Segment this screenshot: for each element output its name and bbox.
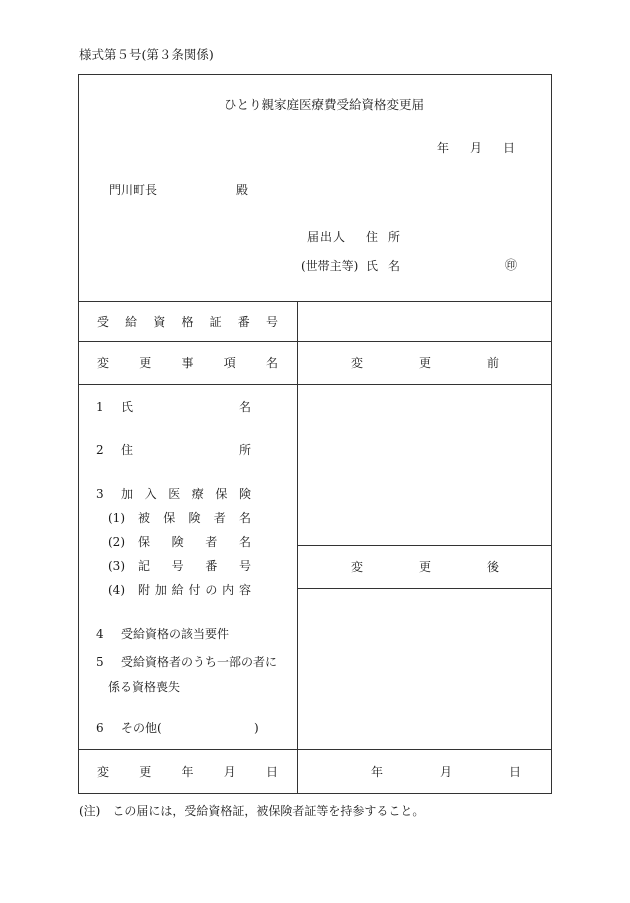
header-char: 名 [265,356,278,370]
label-char: 格 [181,315,194,329]
item-char: 険 [188,511,201,525]
notifier-char: 届 [307,230,320,244]
sub-item-4-number: (4) [108,583,125,597]
name-char: 氏 [366,259,379,273]
item-char: 容 [238,583,251,597]
item-1-number: 1 [96,400,104,414]
item-char: の [205,583,218,597]
item-char: 者 [213,511,226,525]
item-char: 住 [121,443,134,457]
item-5-number: 5 [96,655,104,669]
item-char: 名 [238,400,251,414]
form-title: ひとり親家庭医療費受給資格変更届 [224,97,425,112]
divider [78,341,552,342]
label-char: 受 [97,315,110,329]
item-char: 者 [205,535,218,549]
header-char: 前 [486,356,499,370]
item-char: 医 [168,487,181,501]
label-char: 号 [265,315,278,329]
day-char: 日 [502,141,515,155]
year-char: 年 [371,765,384,779]
after-header [351,561,499,573]
item-char: 名 [238,511,251,525]
footnote: (注) この届には，受給資格証，被保険者証等を持参すること。 [79,804,425,818]
item-char: 療 [191,487,204,501]
column-divider [297,301,298,794]
header-char: 変 [97,356,110,370]
month-char: 月 [469,141,482,155]
name-label [366,260,400,272]
item-char: 記 [138,559,151,573]
header-char: 項 [223,356,236,370]
item-char: 給 [171,583,184,597]
notifier-label [307,231,345,243]
item-char: 険 [171,535,184,549]
item-char: 保 [215,487,228,501]
item-4-label: 受給資格の該当要件 [121,627,230,641]
change-date-value [371,766,521,778]
month-char: 月 [439,765,452,779]
year-char: 年 [437,141,450,155]
item-char: 名 [238,535,251,549]
item-2-label [121,444,251,456]
item-4-number: 4 [96,627,104,641]
address-char: 所 [387,230,400,244]
divider [78,301,552,302]
item-char: 号 [171,559,184,573]
item-char: 番 [205,559,218,573]
item-2-number: 2 [96,443,104,457]
item-char: 号 [238,559,251,573]
addressee: 門川町長 [109,183,158,197]
item-char: 氏 [121,400,134,414]
divider [297,588,552,589]
address-char: 住 [366,230,379,244]
item-char: 被 [138,511,151,525]
name-char: 名 [387,259,400,273]
item-char: 加 [121,487,134,501]
divider [297,545,552,546]
item-char: 加 [154,583,167,597]
item-char: 保 [138,535,151,549]
sub-item-1-label [138,512,251,524]
header-char: 変 [351,356,364,370]
label-char: 年 [181,765,194,779]
day-char: 日 [508,765,521,779]
item-6-number: 6 [96,721,104,735]
label-char: 月 [223,765,236,779]
divider [78,384,552,385]
label-char: 給 [125,315,138,329]
item-char: 入 [144,487,157,501]
item-5-label-line2: 係る資格喪失 [108,680,181,694]
label-char: 変 [97,765,110,779]
item-6-close: ) [254,721,259,735]
sub-item-2-number: (2) [108,535,125,549]
label-char: 資 [153,315,166,329]
address-label [366,231,400,243]
item-char: 附 [138,583,151,597]
before-header [351,357,499,369]
item-5-label-line1: 受給資格者のうち一部の者に [121,655,278,669]
change-item-header [97,357,278,369]
header-char: 更 [418,356,431,370]
header-char: 後 [486,560,499,574]
sub-item-2-label [138,536,251,548]
addressee-suffix: 殿 [236,183,249,197]
header-char: 更 [139,356,152,370]
item-char: 所 [238,443,251,457]
item-char: 内 [222,583,235,597]
item-1-label [121,401,251,413]
item-char: 付 [188,583,201,597]
header-char: 事 [181,356,194,370]
submission-date [437,142,515,154]
item-char: 険 [238,487,251,501]
notifier-char: 出 [319,230,332,244]
household-label: (世帯主等) [301,259,359,273]
header-char: 更 [418,560,431,574]
notifier-char: 人 [332,230,345,244]
seal-mark: ㊞ [505,258,518,272]
header-char: 変 [351,560,364,574]
label-char: 番 [237,315,250,329]
sub-item-1-number: (1) [108,511,125,525]
change-date-label [97,766,278,778]
sub-item-3-number: (3) [108,559,125,573]
item-3-label [121,488,251,500]
sub-item-4-label [138,584,251,596]
divider [78,749,552,750]
item-6-label: その他( [121,721,162,735]
label-char: 日 [265,765,278,779]
item-3-number: 3 [96,487,104,501]
label-char: 更 [139,765,152,779]
sub-item-3-label [138,560,251,572]
label-char: 証 [209,315,222,329]
cert-number-label [97,316,278,328]
form-number: 様式第５号(第３条関係) [79,47,214,62]
item-char: 保 [163,511,176,525]
